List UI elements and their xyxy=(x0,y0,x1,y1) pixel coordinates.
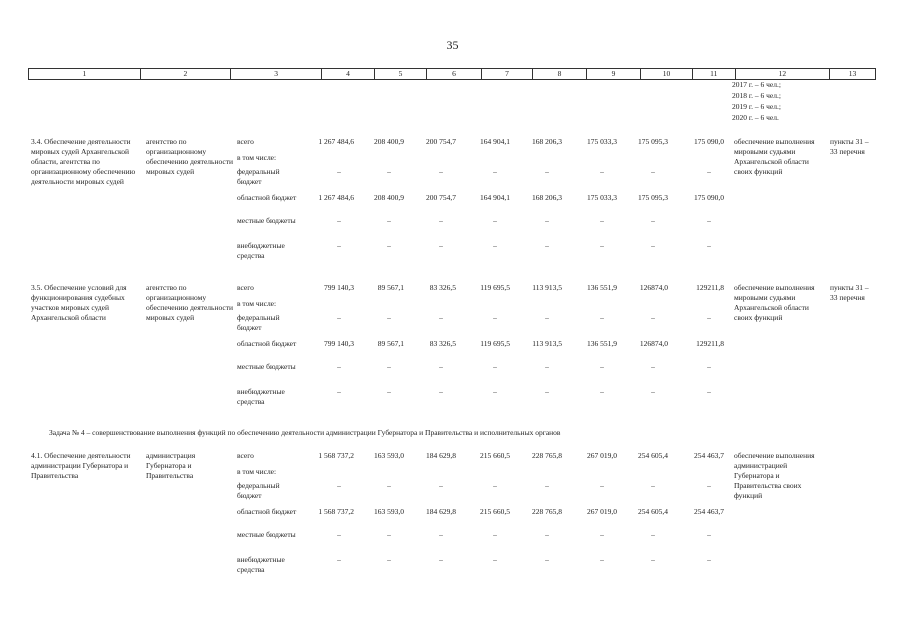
row-reference: пункты 31 – 33 перечня xyxy=(830,283,869,302)
value-dash: – xyxy=(439,362,443,371)
col-header-5: 5 xyxy=(374,69,427,80)
value-regional: 163 593,0 xyxy=(374,507,404,516)
value-regional: 83 326,5 xyxy=(429,339,456,348)
value-regional: 129211,8 xyxy=(696,339,724,348)
value-total: 208 400,9 xyxy=(374,137,404,146)
value-dash: – xyxy=(387,362,391,371)
value-total: 83 326,5 xyxy=(429,283,456,292)
value-total: 119 695,5 xyxy=(480,283,510,292)
funding-source-label: федеральный бюджет xyxy=(237,167,280,186)
value-regional: 184 629,8 xyxy=(426,507,456,516)
value-dash: – xyxy=(707,216,711,225)
funding-source-label: федеральный бюджет xyxy=(237,313,280,332)
value-dash: – xyxy=(545,387,549,396)
value-dash: – xyxy=(707,362,711,371)
value-dash: – xyxy=(600,167,604,176)
value-dash: – xyxy=(439,216,443,225)
value-dash: – xyxy=(600,530,604,539)
value-dash: – xyxy=(707,387,711,396)
value-dash: – xyxy=(439,167,443,176)
value-regional: 215 660,5 xyxy=(480,507,510,516)
value-dash: – xyxy=(545,555,549,564)
row-executor: агентство по организационному обеспечению деятельности мировых судей xyxy=(146,137,234,176)
value-dash: – xyxy=(439,387,443,396)
col-header-6: 6 xyxy=(427,69,481,80)
value-dash: – xyxy=(600,387,604,396)
row-executor: администрация Губернатора и Правительства xyxy=(146,451,196,480)
value-dash: – xyxy=(545,241,549,250)
value-regional: 200 754,7 xyxy=(426,193,456,202)
row-result: обеспечение выполнения мировыми судьями Архангельской области своих функций xyxy=(734,137,815,176)
row-name: 3.5. Обеспечение условий для функционирования судебных участков мировых судей Архангельской области xyxy=(31,283,127,322)
value-dash: – xyxy=(545,313,549,322)
value-dash: – xyxy=(337,313,341,322)
value-dash: – xyxy=(337,167,341,176)
value-dash: – xyxy=(600,313,604,322)
row-result: обеспечение выполнения администрацией Губернатора и Правительства своих функций xyxy=(734,451,815,500)
funding-source-label: всего xyxy=(237,283,254,292)
value-total: 1 568 737,2 xyxy=(318,451,354,460)
value-dash: – xyxy=(707,555,711,564)
value-dash: – xyxy=(439,481,443,490)
value-total: 254 605,4 xyxy=(638,451,668,460)
col-header-8: 8 xyxy=(533,69,586,80)
value-total: 267 019,0 xyxy=(587,451,617,460)
value-dash: – xyxy=(493,387,497,396)
value-total: 228 765,8 xyxy=(532,451,562,460)
value-regional: 175 090,0 xyxy=(694,193,724,202)
carryover-line: 2017 г. – 6 чел.; xyxy=(732,80,781,89)
value-dash: – xyxy=(707,481,711,490)
value-total: 168 206,3 xyxy=(532,137,562,146)
page-number: 35 xyxy=(446,38,459,52)
value-total: 113 913,5 xyxy=(532,283,562,292)
value-dash: – xyxy=(707,530,711,539)
value-dash: – xyxy=(337,241,341,250)
col-header-10: 10 xyxy=(641,69,693,80)
col-header-2: 2 xyxy=(140,69,230,80)
value-dash: – xyxy=(707,167,711,176)
value-regional: 799 140,3 xyxy=(324,339,354,348)
funding-source-label: местные бюджеты xyxy=(237,530,296,539)
value-dash: – xyxy=(493,216,497,225)
value-dash: – xyxy=(707,241,711,250)
value-regional: 175 033,3 xyxy=(587,193,617,202)
value-dash: – xyxy=(493,530,497,539)
row-reference: пункты 31 – 33 перечня xyxy=(830,137,869,156)
value-total: 799 140,3 xyxy=(324,283,354,292)
value-dash: – xyxy=(651,555,655,564)
value-dash: – xyxy=(545,216,549,225)
value-dash: – xyxy=(439,530,443,539)
value-dash: – xyxy=(387,216,391,225)
funding-source-label: внебюджетные средства xyxy=(237,387,285,406)
column-number-header xyxy=(28,68,876,80)
value-total: 184 629,8 xyxy=(426,451,456,460)
value-total: 175 095,3 xyxy=(638,137,668,146)
value-total: 215 660,5 xyxy=(480,451,510,460)
value-regional: 1 267 484,6 xyxy=(318,193,354,202)
funding-source-label: местные бюджеты xyxy=(237,216,296,225)
funding-source-label: областной бюджет xyxy=(237,507,297,516)
carryover-line: 2020 г. – 6 чел. xyxy=(732,113,779,122)
value-regional: 126874,0 xyxy=(639,339,668,348)
row-name: 3.4. Обеспечение деятельности мировых судей Архангельской области, агентства по организационному обеспечению деятельности мировых судей xyxy=(31,137,136,186)
value-dash: – xyxy=(600,241,604,250)
value-regional: 89 567,1 xyxy=(377,339,404,348)
value-regional: 136 551,9 xyxy=(587,339,617,348)
value-dash: – xyxy=(651,241,655,250)
value-total: 163 593,0 xyxy=(374,451,404,460)
value-dash: – xyxy=(337,362,341,371)
value-dash: – xyxy=(337,216,341,225)
col-header-7: 7 xyxy=(481,69,533,80)
carryover-line: 2019 г. – 6 чел.; xyxy=(732,102,781,111)
task-4-heading: Задача № 4 – совершенствование выполнения функций по обеспечению деятельности администрации Губернатора и Правительства и исполнительных органов xyxy=(49,428,561,437)
value-regional: 1 568 737,2 xyxy=(318,507,354,516)
value-dash: – xyxy=(545,167,549,176)
value-dash: – xyxy=(387,387,391,396)
col-header-11: 11 xyxy=(692,69,735,80)
funding-source-label: всего xyxy=(237,451,254,460)
value-total: 1 267 484,6 xyxy=(318,137,354,146)
value-dash: – xyxy=(439,555,443,564)
value-dash: – xyxy=(387,241,391,250)
value-dash: – xyxy=(493,241,497,250)
value-dash: – xyxy=(493,313,497,322)
value-total: 89 567,1 xyxy=(377,283,404,292)
value-dash: – xyxy=(493,481,497,490)
value-regional: 119 695,5 xyxy=(480,339,510,348)
value-dash: – xyxy=(651,216,655,225)
row-name: 4.1. Обеспечение деятельности администрации Губернатора и Правительства xyxy=(31,451,131,480)
value-dash: – xyxy=(707,313,711,322)
value-dash: – xyxy=(387,167,391,176)
value-dash: – xyxy=(387,530,391,539)
value-dash: – xyxy=(493,167,497,176)
value-total: 254 463,7 xyxy=(694,451,724,460)
value-regional: 254 463,7 xyxy=(694,507,724,516)
value-dash: – xyxy=(651,313,655,322)
value-dash: – xyxy=(337,555,341,564)
value-regional: 254 605,4 xyxy=(638,507,668,516)
value-total: 164 904,1 xyxy=(480,137,510,146)
funding-source-label: областной бюджет xyxy=(237,339,297,348)
value-regional: 228 765,8 xyxy=(532,507,562,516)
value-total: 175 033,3 xyxy=(587,137,617,146)
col-header-9: 9 xyxy=(586,69,640,80)
funding-source-label: федеральный бюджет xyxy=(237,481,280,500)
value-regional: 113 913,5 xyxy=(532,339,562,348)
value-regional: 164 904,1 xyxy=(480,193,510,202)
value-dash: – xyxy=(545,481,549,490)
col-header-4: 4 xyxy=(322,69,375,80)
row-result: обеспечение выполнения мировыми судьями Архангельской области своих функций xyxy=(734,283,815,322)
value-dash: – xyxy=(600,216,604,225)
value-dash: – xyxy=(545,530,549,539)
value-dash: – xyxy=(493,555,497,564)
value-dash: – xyxy=(387,481,391,490)
value-dash: – xyxy=(651,481,655,490)
value-dash: – xyxy=(337,481,341,490)
value-dash: – xyxy=(600,362,604,371)
value-total: 175 090,0 xyxy=(694,137,724,146)
carryover-line: 2018 г. – 6 чел.; xyxy=(732,91,781,100)
value-dash: – xyxy=(439,313,443,322)
value-regional: 208 400,9 xyxy=(374,193,404,202)
col-header-12: 12 xyxy=(735,69,829,80)
funding-source-label: внебюджетные средства xyxy=(237,241,285,260)
value-dash: – xyxy=(651,362,655,371)
value-dash: – xyxy=(651,530,655,539)
funding-source-label: областной бюджет xyxy=(237,193,297,202)
value-dash: – xyxy=(337,387,341,396)
value-dash: – xyxy=(439,241,443,250)
value-dash: – xyxy=(387,555,391,564)
col-header-3: 3 xyxy=(230,69,321,80)
funding-source-label: в том числе: xyxy=(237,299,277,308)
funding-source-label: местные бюджеты xyxy=(237,362,296,371)
value-regional: 168 206,3 xyxy=(532,193,562,202)
value-regional: 175 095,3 xyxy=(638,193,668,202)
value-total: 126874,0 xyxy=(639,283,668,292)
row-executor: агентство по организационному обеспечению деятельности мировых судей xyxy=(146,283,234,322)
value-total: 129211,8 xyxy=(696,283,724,292)
value-dash: – xyxy=(600,481,604,490)
value-dash: – xyxy=(545,362,549,371)
value-dash: – xyxy=(387,313,391,322)
funding-source-label: внебюджетные средства xyxy=(237,555,285,574)
funding-source-label: всего xyxy=(237,137,254,146)
value-dash: – xyxy=(600,555,604,564)
value-dash: – xyxy=(337,530,341,539)
value-total: 200 754,7 xyxy=(426,137,456,146)
col-header-13: 13 xyxy=(830,69,876,80)
value-total: 136 551,9 xyxy=(587,283,617,292)
col-header-1: 1 xyxy=(29,69,141,80)
funding-source-label: в том числе: xyxy=(237,467,277,476)
value-dash: – xyxy=(651,167,655,176)
value-dash: – xyxy=(493,362,497,371)
value-regional: 267 019,0 xyxy=(587,507,617,516)
funding-source-label: в том числе: xyxy=(237,153,277,162)
value-dash: – xyxy=(651,387,655,396)
